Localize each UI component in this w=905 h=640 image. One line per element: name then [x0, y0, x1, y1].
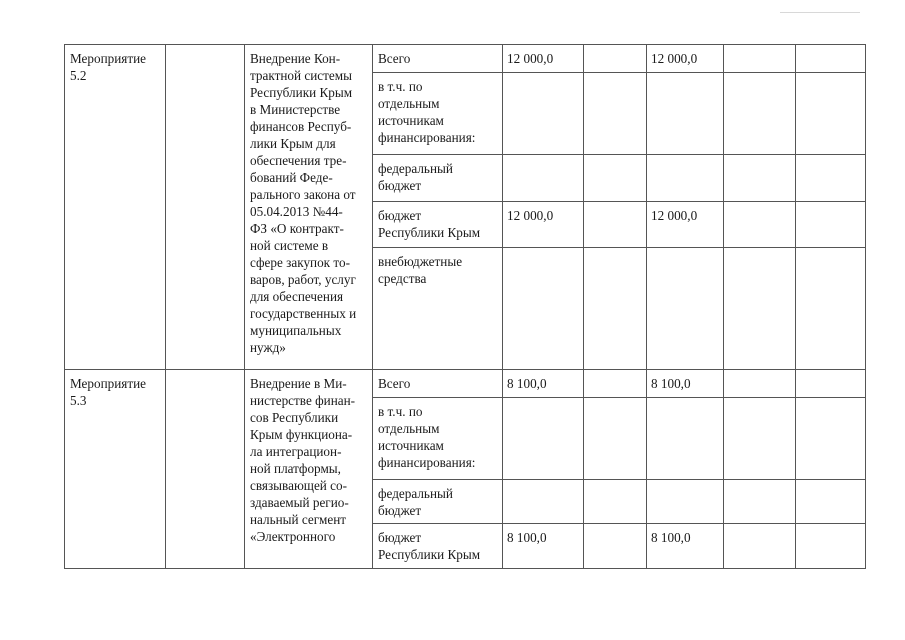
funding-source-cell: в т.ч. по отдельным источникам финансирования:	[373, 73, 503, 155]
amount-cell	[584, 155, 647, 202]
amount-cell	[796, 524, 866, 569]
funding-source-cell: федеральный бюджет	[373, 155, 503, 202]
amount-cell	[796, 155, 866, 202]
amount-cell	[724, 45, 796, 73]
amount-cell	[647, 398, 724, 480]
amount-cell	[796, 398, 866, 480]
budget-table	[64, 44, 866, 569]
amount-cell	[796, 248, 866, 370]
amount-cell: 12 000,0	[647, 202, 724, 248]
amount-total-cell	[503, 248, 584, 370]
activity-description-cell: Внедрение Кон- трактной системы Республики Крым в Министерстве финансов Респуб- лики Крым для обеспечения тре- бований Феде- рального закона от 05.04.2013 №44- ФЗ «О контракт- ной системе в сфере закупок то- варов, работ, услуг для обеспечения государственных и муниципальных нужд»	[245, 45, 373, 370]
table-row	[65, 45, 866, 73]
table-row	[65, 370, 866, 398]
amount-cell	[584, 202, 647, 248]
amount-cell	[724, 370, 796, 398]
amount-cell	[584, 73, 647, 155]
amount-cell	[584, 45, 647, 73]
funding-source-cell: федеральный бюджет	[373, 480, 503, 524]
amount-cell: 8 100,0	[647, 370, 724, 398]
amount-cell	[584, 398, 647, 480]
amount-cell	[584, 524, 647, 569]
activity-name-cell: Мероприятие 5.2	[65, 45, 166, 370]
page-edge-mark	[780, 12, 860, 13]
amount-cell: 12 000,0	[647, 45, 724, 73]
amount-total-cell	[503, 73, 584, 155]
funding-source-cell: бюджет Республики Крым	[373, 524, 503, 569]
amount-total-cell	[503, 480, 584, 524]
amount-cell	[796, 480, 866, 524]
amount-cell	[647, 480, 724, 524]
amount-cell	[647, 73, 724, 155]
amount-total-cell	[503, 398, 584, 480]
activity-name-cell: Мероприятие 5.3	[65, 370, 166, 569]
amount-cell	[647, 248, 724, 370]
amount-cell	[724, 73, 796, 155]
amount-cell	[584, 248, 647, 370]
amount-cell: 8 100,0	[647, 524, 724, 569]
amount-total-cell: 12 000,0	[503, 202, 584, 248]
amount-cell	[724, 248, 796, 370]
amount-total-cell: 8 100,0	[503, 524, 584, 569]
amount-cell	[796, 202, 866, 248]
empty-cell	[166, 370, 245, 569]
amount-total-cell	[503, 155, 584, 202]
funding-source-cell: бюджет Республики Крым	[373, 202, 503, 248]
funding-source-cell: в т.ч. по отдельным источникам финансирования:	[373, 398, 503, 480]
funding-source-cell: внебюджетные средства	[373, 248, 503, 370]
amount-cell	[724, 155, 796, 202]
amount-total-cell: 12 000,0	[503, 45, 584, 73]
funding-source-cell: Всего	[373, 370, 503, 398]
activity-description-cell: Внедрение в Ми- нистерстве финан- сов Республики Крым функциона- ла интеграцион- ной платформы, связывающей со- здаваемый регио- нальный сегмент «Электронного	[245, 370, 373, 569]
amount-cell	[796, 370, 866, 398]
amount-cell	[724, 480, 796, 524]
funding-source-cell: Всего	[373, 45, 503, 73]
empty-cell	[166, 45, 245, 370]
amount-cell	[584, 370, 647, 398]
amount-cell	[796, 45, 866, 73]
amount-cell	[584, 480, 647, 524]
amount-cell	[724, 202, 796, 248]
amount-cell	[724, 398, 796, 480]
amount-cell	[796, 73, 866, 155]
amount-cell	[647, 155, 724, 202]
amount-cell	[724, 524, 796, 569]
amount-total-cell: 8 100,0	[503, 370, 584, 398]
